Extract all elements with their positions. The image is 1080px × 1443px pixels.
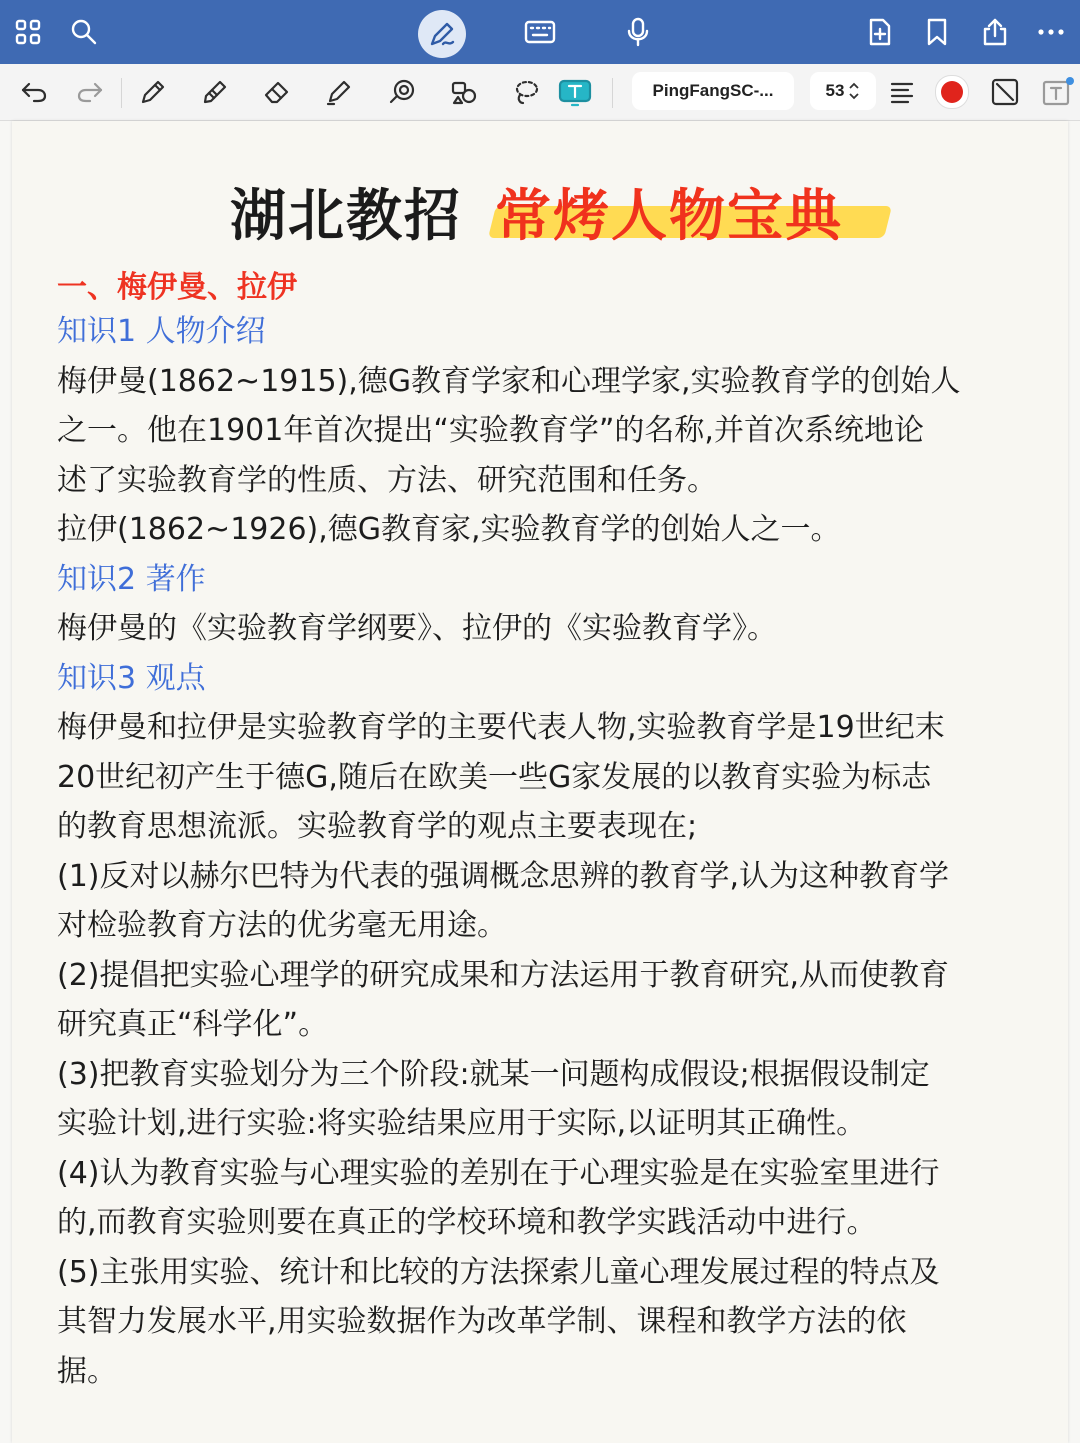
text-box-icon[interactable] — [1037, 72, 1077, 112]
font-size-value: 53 — [825, 81, 845, 100]
paragraph-line: 实验计划,进行实验:将实验结果应用于实际,以证明其正确性。 — [57, 1106, 867, 1141]
title-black-text: 湖北教招 — [230, 184, 462, 249]
tool-bar — [0, 64, 1080, 121]
align-icon[interactable] — [882, 72, 922, 112]
section-heading: 一、梅伊曼、拉伊 — [57, 270, 297, 305]
paragraph-line: (2)提倡把实验心理学的研究成果和方法运用于教育研究,从而使教育 — [57, 958, 950, 993]
text-tool-icon[interactable] — [555, 72, 595, 112]
no-fill-icon[interactable] — [985, 72, 1025, 112]
pen-mode-button[interactable] — [418, 10, 466, 58]
paragraph-line: 对检验教育方法的优劣毫无用途。 — [57, 908, 507, 943]
paragraph-line: 梅伊曼和拉伊是实验教育学的主要代表人物,实验教育学是19世纪末 — [57, 710, 945, 745]
color-picker-button[interactable] — [935, 75, 969, 109]
top-app-bar — [0, 0, 1080, 64]
knowledge-heading-2: 知识2 著作 — [57, 562, 206, 597]
paragraph-line: (4)认为教育实验与心理实验的差别在于心理实验是在实验室里进行 — [57, 1156, 940, 1191]
font-size-select[interactable] — [810, 72, 876, 110]
add-page-icon[interactable] — [860, 12, 900, 52]
share-icon[interactable] — [975, 12, 1015, 52]
grid-icon[interactable] — [8, 12, 48, 52]
eraser-icon[interactable] — [257, 72, 297, 112]
paragraph-line: 据。 — [57, 1354, 117, 1389]
lasso-icon[interactable] — [506, 72, 546, 112]
bookmark-icon[interactable] — [917, 12, 957, 52]
color-icon — [941, 81, 963, 103]
pencil-icon[interactable] — [195, 72, 235, 112]
keyboard-icon[interactable] — [520, 12, 560, 52]
paragraph-line: 之一。他在1901年首次提出“实验教育学”的名称,并首次系统地论 — [57, 413, 924, 448]
microphone-icon[interactable] — [618, 12, 658, 52]
pen-mode-icon — [427, 19, 457, 49]
updown-chevron-icon — [848, 82, 860, 100]
paragraph-line: (3)把教育实验划分为三个阶段:就某一问题构成假设;根据假设制定 — [57, 1057, 930, 1092]
paragraph-line: (1)反对以赫尔巴特为代表的强调概念思辨的教育学,认为这种教育学 — [57, 859, 950, 894]
paragraph-line: 梅伊曼(1862~1915),德G教育学家和心理学家,实验教育学的创始人 — [57, 364, 961, 399]
title-red-text: 常烤人物宝典 — [495, 184, 843, 249]
highlighter-icon[interactable] — [319, 72, 359, 112]
shape-icon[interactable] — [382, 72, 422, 112]
paragraph-line: 的教育思想流派。实验教育学的观点主要表现在; — [57, 809, 698, 844]
knowledge-heading-3: 知识3 观点 — [57, 661, 206, 696]
knowledge-heading-1: 知识1 人物介绍 — [57, 314, 266, 349]
paragraph-line: (5)主张用实验、统计和比较的方法探索儿童心理发展过程的特点及 — [57, 1255, 940, 1290]
paragraph-line: 研究真正“科学化”。 — [57, 1007, 329, 1042]
paragraph-line: 的,而教育实验则要在真正的学校环境和教学实践活动中进行。 — [57, 1205, 877, 1240]
document-title — [0, 172, 1080, 249]
pen-icon[interactable] — [133, 72, 173, 112]
paragraph-line: 梅伊曼的《实验教育学纲要》、拉伊的《实验教育学》。 — [57, 611, 777, 646]
paragraph-line: 20世纪初产生于德G,随后在欧美一些G家发展的以教育实验为标志 — [57, 760, 932, 795]
toolbar-divider — [612, 78, 613, 108]
undo-icon[interactable] — [14, 72, 54, 112]
search-icon[interactable] — [64, 12, 104, 52]
lasso-shapes-icon[interactable] — [444, 72, 484, 112]
more-icon[interactable] — [1031, 12, 1071, 52]
redo-icon[interactable] — [70, 72, 110, 112]
toolbar-divider — [121, 78, 122, 108]
font-family-select[interactable]: PingFangSC-... — [632, 72, 794, 110]
paragraph-line: 述了实验教育学的性质、方法、研究范围和任务。 — [57, 463, 717, 498]
paragraph-line: 其智力发展水平,用实验数据作为改革学制、课程和教学方法的依 — [57, 1304, 907, 1339]
paragraph-line: 拉伊(1862~1926),德G教育家,实验教育学的创始人之一。 — [57, 512, 841, 547]
